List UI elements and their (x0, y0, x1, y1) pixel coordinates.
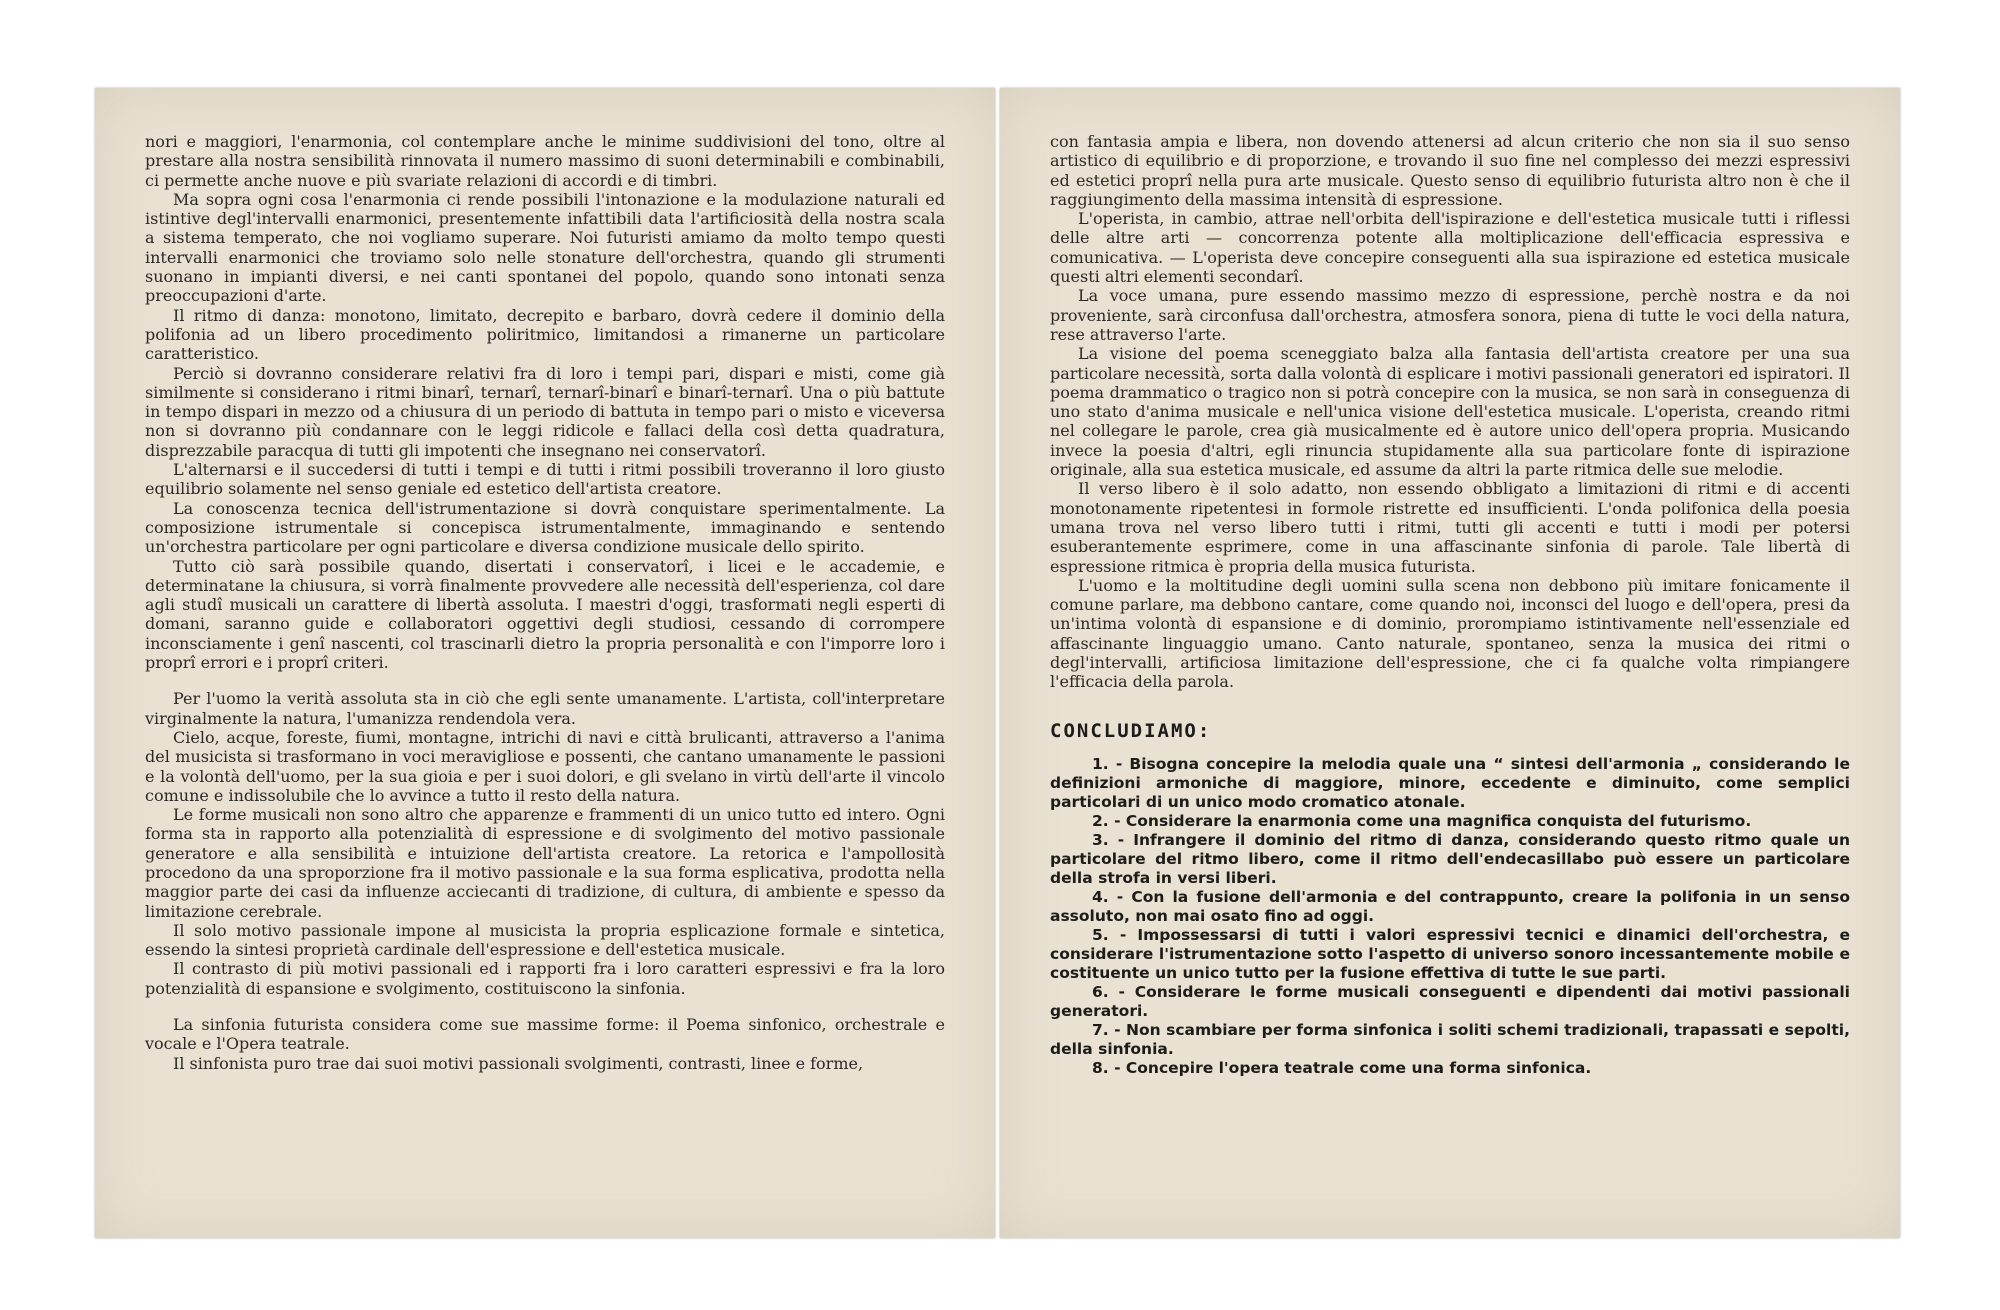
right-page (1000, 88, 1900, 1238)
conclusion-item: 5. - Impossessarsi di tutti i valori espressivi tecnici e dinamici dell'orchestra, e considerare l'istrumentazione sotto l'aspetto di universo sonoro incessantemente mobile e costituente un unico tutto per la fusione effettiva di tutte le sue parti. (1050, 925, 1850, 982)
conclusion-item: 3. - Infrangere il dominio del ritmo di danza, considerando questo ritmo quale un particolare del ritmo libero, come il ritmo dell'endecasillabo può essere un particolare della strofa in versi liberi. (1050, 830, 1850, 887)
paragraph: La voce umana, pure essendo massimo mezzo di espressione, perchè nostra e da noi proveniente, sarà circonfusa dall'orchestra, atmosfera sonora, piena di tutte le voci della natura, rese attraverso l'arte. (1050, 286, 1850, 344)
paragraph: La conoscenza tecnica dell'istrumentazione si dovrà conquistare sperimentalmente. La composizione istrumentale si concepisca istrumentalmente, immaginando e sentendo un'orchestra particolare per ogni particolare e diversa condizione musicale dello spirito. (145, 498, 945, 557)
paragraph: Perciò si dovranno considerare relativi fra di loro i tempi pari, dispari e misti, come già similmente si considerano i ritmi binarî, ternarî, ternarî-binarî e binarî-ternarî. Una o più battute in tempo dispari in mezzo od a chiusura di un periodo di battuta in tempo pari o misto e viceversa non si dovranno più condannare con le leggi ridicole e fallaci della così detta quadratura, disprezzabile paracqua di tutti gli impotenti che insegnano nei conservatorî. (145, 363, 945, 460)
paragraph: Le forme musicali non sono altro che apparenze e frammenti di un unico tutto ed intero. Ogni forma sta in rapporto alla potenzialità di espressione e di svolgimento del motivo passionale generatore e alla sensibilità e intuizione dell'artista creatore. La retorica e l'ampollosità procedono da una sproporzione fra il motivo passionale e la sua forma esplicativa, prodotta nella maggior parte dei casi da influenze acciecanti di tradizione, di cultura, di ambiente e spesso da limitazione cerebrale. (145, 805, 945, 921)
paragraph: L'uomo e la moltitudine degli uomini sulla scena non debbono più imitare fonicamente il comune parlare, ma debbono cantare, come quando noi, inconsci del luogo e dell'opera, presi da un'intima volontà di espansione e di dominio, prorompiamo istintivamente nell'essenziale ed affascinante linguaggio umano. Canto naturale, spontaneo, senza la musica dei ritmi o degl'intervalli, artificiosa limitazione dell'espressione, che ci fa qualche volta rimpiangere l'efficacia della parola. (1050, 575, 1850, 692)
paragraph: Il solo motivo passionale impone al musicista la propria esplicazione formale e sintetica, essendo la sintesi proprietà cardinale dell'espressione e dell'estetica musicale. (145, 920, 945, 960)
left-page-text (145, 132, 945, 1073)
paragraph: L'alternarsi e il succedersi di tutti i tempi e di tutti i ritmi possibili troveranno il loro giusto equilibrio solamente nel senso geniale ed estetico dell'artista creatore. (145, 460, 945, 499)
conclusion-item: 4. - Con la fusione dell'armonia e del contrappunto, creare la polifonia in un senso assoluto, non mai osato fino ad oggi. (1050, 887, 1850, 925)
paragraph: La sinfonia futurista considera come sue massime forme: il Poema sinfonico, orchestrale e vocale e l'Opera teatrale. (145, 1015, 945, 1054)
conclusion-heading: CONCLUDIAMO: (1050, 719, 1212, 742)
conclusion-list (1050, 755, 1850, 1078)
conclusion-item: 7. - Non scambiare per forma sinfonica i soliti schemi tradizionali, trapassati e sepolti, della sinfonia. (1050, 1020, 1850, 1058)
paragraph: nori e maggiori, l'enarmonia, col contemplare anche le minime suddivisioni del tono, oltre al prestare alla nostra sensibilità rinnovata il numero massimo di suoni determinabili e combinabili, ci permette anche nuove e più svariate relazioni di accordi e di timbri. (145, 132, 945, 190)
paragraph: Per l'uomo la verità assoluta sta in ciò che egli sente umanamente. L'artista, coll'interpretare virginalmente la natura, l'umanizza rendendola vera. (145, 689, 945, 728)
paragraph: La visione del poema sceneggiato balza alla fantasia dell'artista creatore per una sua particolare necessità, sorta dalla volontà di esplicare i motivi passionali generatori ed ispiratori. Il poema drammatico o tragico non si potrà concepire con la musica, se non sarà in conseguenza di uno stato d'anima musicale e nell'unica visione dell'estetica musicale. L'operista, creando ritmi nel collegare le parole, crea già musicalmente ed è autore unico dell'opera propria. Musicando invece la poesia d'altri, egli rinuncia stupidamente alla sua particolare fonte di ispirazione originale, alla sua estetica musicale, ed assume da altri la parte ritmica delle sue melodie. (1050, 344, 1850, 480)
conclusion-item: 8. - Concepire l'opera teatrale come una forma sinfonica. (1092, 1058, 1592, 1077)
conclusion-item: 2. - Considerare la enarmonia come una magnifica conquista del futurismo. (1092, 811, 1752, 830)
conclusion-item: 6. - Considerare le forme musicali conseguenti e dipendenti dai motivi passionali generatori. (1050, 982, 1850, 1020)
paragraph: Il sinfonista puro trae dai suoi motivi passionali svolgimenti, contrasti, linee e forme, (173, 1053, 864, 1073)
left-page (95, 88, 995, 1238)
paragraph: Il contrasto di più motivi passionali ed i rapporti fra i loro caratteri espressivi e fra la loro potenzialità di espansione e svolgimento, costituiscono la sinfonia. (145, 959, 945, 998)
paragraph: con fantasia ampia e libera, non dovendo attenersi ad alcun criterio che non sia il suo senso artistico di equilibrio e di proporzione, e trovando il suo fine nel complesso dei mezzi espressivi ed estetici proprî nella pura arte musicale. Questo senso di equilibrio futurista altro non è che il raggiungimento della massima intensità di espressione. (1050, 132, 1850, 209)
paragraph: Tutto ciò sarà possibile quando, disertati i conservatorî, i licei e le accademie, e determinatane la chiusura, si vorrà finalmente provvedere alle necessità dell'esperienza, col dare agli studî musicali un carattere di libertà assoluta. I maestri d'oggi, trasformati negli esperti di domani, saranno guide e collaboratori oggettivi degli studiosi, cessando di corrompere inconsciamente i genî nascenti, col trascinarli dietro la propria personalità e con l'imporre loro i proprî errori e i proprî criteri. (145, 556, 945, 673)
paragraph: Il verso libero è il solo adatto, non essendo obbligato a limitazioni di ritmi e di accenti monotonamente ripetentesi in formole ristrette ed insufficienti. L'onda polifonica della poesia umana trova nel verso libero tutti i ritmi, tutti gli accenti e tutti i modi per potersi esuberantemente esprimere, come in una affascinante sinfonia di parole. Tale libertà di espressione ritmica è propria della musica futurista. (1050, 479, 1850, 576)
right-page-text (1050, 132, 1850, 1078)
conclusion-item: 1. - Bisogna concepire la melodia quale una “ sintesi dell'armonia „ considerando le definizioni armoniche di maggiore, minore, eccedente e diminuito, come semplici particolari di un unico modo cromatico atonale. (1050, 754, 1850, 811)
paragraph: Ma sopra ogni cosa l'enarmonia ci rende possibili l'intonazione e la modulazione naturali ed istintive degl'intervalli enarmonici, presentemente infattibili data l'artificiosità della nostra scala a sistema temperato, che noi vogliamo superare. Noi futuristi amiamo da molto tempo questi intervalli enarmonici che troviamo solo nelle stonature dell'orchestra, quando gli strumenti suonano in impianti diversi, e nei canti spontanei del popolo, quando sono intonati senza preoccupazioni d'arte. (145, 189, 945, 306)
paragraph: Cielo, acque, foreste, fiumi, montagne, intrichi di navi e città brulicanti, attraverso a l'anima del musicista si trasformano in voci meravigliose e possenti, che cantano umanamente le passioni e la volontà dell'uomo, per la sua gioia e per i suoi dolori, e gli svelano in virtù dell'arte il vincolo comune e indissolubile che lo avvince a tutto il resto della natura. (145, 727, 945, 805)
paragraph: L'operista, in cambio, attrae nell'orbita dell'ispirazione e dell'estetica musicale tutti i riflessi delle altre arti — concorrenza potente alla moltiplicazione dell'efficacia espressiva e comunicativa. — L'operista deve concepire conseguenti alla sua ispirazione ed estetica musicale questi altri elementi secondarî. (1050, 209, 1850, 287)
paragraph: Il ritmo di danza: monotono, limitato, decrepito e barbaro, dovrà cedere il dominio della polifonia ad un libero procedimento poliritmico, limitandosi a rimanerne un particolare caratteristico. (145, 305, 945, 364)
